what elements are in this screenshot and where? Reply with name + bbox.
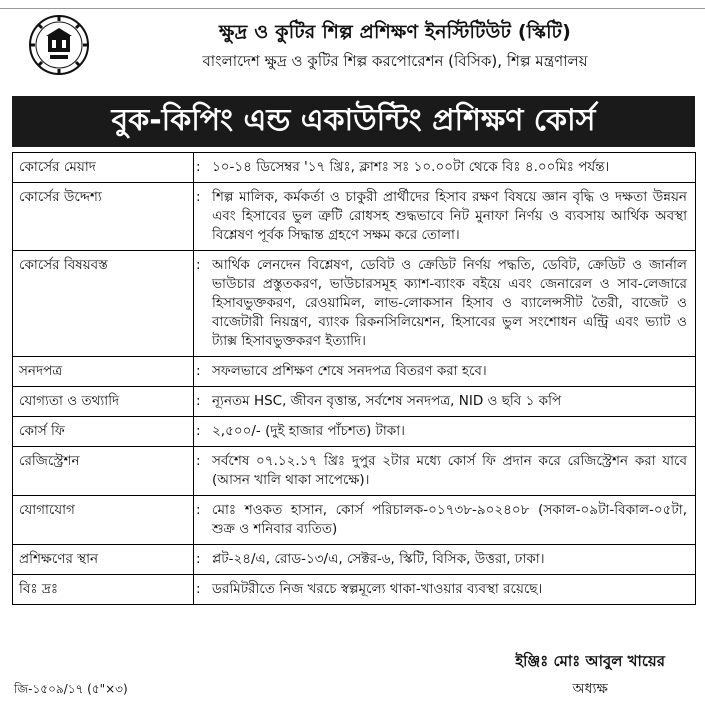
organization-subtitle: বাংলাদেশ ক্ষুদ্র ও কুটির শিল্প করপোরেশন (বিসিক), শিল্প মন্ত্রণালয় <box>202 52 588 70</box>
row-value <box>194 183 695 250</box>
row-label: প্রশিক্ষণের স্থান <box>13 545 194 574</box>
row-label: কোর্সের উদ্দেশ্য <box>13 183 194 250</box>
organization-seal-icon <box>28 14 90 76</box>
row-value <box>194 447 695 495</box>
row-value-text: আর্থিক লেনদেন বিশ্লেষণ, ডেবিট ও ক্রেডিট নির্ণয় পদ্ধতি, ডেবিট, ক্রেডিট ও জার্নাল ভাউচার প্রস্তুতকরণ, ভাউচারসমূহ ক্যাশ-ব্যাংক বইয়ে এবং জেনারেল ও সাব-লেজারে হিসাবভুক্তকরণ, রেওয়ামিল, লাভ-লোকসান হিসাব ও ব্যালেন্সসীট তৈরী, বাজেট ও বাজেটারী নিয়ন্ত্রণ, ব্যাংক রিকনসিলিয়েশন, হিসাবের ভুল সংশোধন এন্ট্রি এবং ভ্যাট ও ট্যাক্স হিসাবভুক্তকরণ ইত্যাদি। <box>212 257 687 349</box>
colon-separator: : <box>196 423 201 439</box>
organization-name: ক্ষুদ্র ও কুটির শিল্প প্রশিক্ষণ ইনস্টিটিউট (স্কিটি) <box>219 21 571 43</box>
row-value-text: সর্বশেষ ০৭.১২.১৭ খ্রিঃ দুপুর ২টার মধ্যে কোর্স ফি প্রদান করে রেজিস্ট্রেশন করা যাবে (আসন খালি থাকা সাপেক্ষে)। <box>212 453 687 488</box>
row-value <box>194 496 695 544</box>
details-row-duration <box>13 153 695 183</box>
colon-separator: : <box>196 159 201 175</box>
row-label: রেজিস্ট্রেশন <box>13 447 194 495</box>
colon-separator: : <box>196 257 201 273</box>
row-value <box>194 357 695 386</box>
course-title-banner <box>12 96 695 147</box>
row-label: কোর্সের বিষয়বস্ত <box>13 251 194 356</box>
row-value <box>194 417 695 446</box>
row-label: কোর্সের মেয়াদ <box>13 153 194 182</box>
colon-separator: : <box>196 502 201 518</box>
top-rule <box>0 0 705 9</box>
row-label: সনদপত্র <box>13 357 194 386</box>
row-label: যোগ্যতা ও তথ্যাদি <box>13 387 194 416</box>
colon-separator: : <box>196 551 201 567</box>
details-row-eligibility <box>13 387 695 417</box>
colon-separator: : <box>196 453 201 469</box>
details-row-contact <box>13 496 695 545</box>
signature-block <box>515 650 665 701</box>
details-row-registration <box>13 447 695 496</box>
details-row-certificate <box>13 357 695 387</box>
row-value-text: শিল্প মালিক, কর্মকর্তা ও চাকুরী প্রার্থীদের হিসাব রক্ষণ বিষয়ে জ্ঞান বৃদ্ধি ও দক্ষতা উন্নয়ন এবং হিসাবের ভুল ত্রুটি রোধসহ শুদ্ধভাবে নিট মুনাফা নির্ণয় ও ব্যবসায় আর্থিক অবস্থা বিশ্লেষণ পূর্বক সিদ্ধান্ত গ্রহণে সক্ষম করে তোলা। <box>212 189 687 243</box>
row-value-text: ডরমিটরীতে নিজ খরচে স্বল্পমূল্যে থাকা-খাওয়ার ব্যবস্থা রয়েছে। <box>212 581 543 597</box>
row-value <box>194 251 695 356</box>
row-value-text: সফলভাবে প্রশিক্ষণ শেষে সনদপত্র বিতরণ করা হবে। <box>212 363 487 379</box>
details-row-fee <box>13 417 695 447</box>
row-value <box>194 575 695 604</box>
details-row-note <box>13 575 695 604</box>
row-value-text: ২,৫০০/- (দুই হাজার পাঁচশত) টাকা। <box>212 423 405 439</box>
details-row-venue <box>13 545 695 575</box>
signatory-name: ইঞ্জিঃ মোঃ আবুল খায়ের <box>515 652 665 670</box>
colon-separator: : <box>196 581 201 597</box>
row-value <box>194 545 695 574</box>
row-value-text: মোঃ শওকত হাসান, কোর্স পরিচালক-০১৭৩৮-৯০২৪০৮ (সকাল-০৯টা-বিকাল-০৫টা, শুক্র ও শনিবার ব্যতিত) <box>212 502 687 537</box>
row-value-text: ন্যূনতম HSC, জীবন বৃত্তান্ত, সর্বশেষ সনদপত্র, NID ও ছবি ১ কপি <box>212 393 562 409</box>
colon-separator: : <box>196 393 201 409</box>
row-label: যোগাযোগ <box>13 496 194 544</box>
row-value <box>194 153 695 182</box>
colon-separator: : <box>196 363 201 379</box>
row-label: কোর্স ফি <box>13 417 194 446</box>
details-row-content <box>13 251 695 357</box>
row-value-text: ১০-১৪ ডিসেম্বর '১৭ খ্রিঃ, ক্লাশঃ সঃ ১০.০০টা থেকে বিঃ ৪.০০মিঃ পর্যন্ত। <box>212 159 610 175</box>
course-details-table <box>12 152 696 605</box>
row-value-text: প্লট-২৪/এ, রোড-১৩/এ, সেক্টর-৬, স্কিটি, বিসিক, উত্তরা, ঢাকা। <box>212 551 545 567</box>
row-value <box>194 387 695 416</box>
signatory-title: অধ্যক্ষ <box>572 681 608 697</box>
course-title: বুক-কিপিং এন্ড একাউন্টিং প্রশিক্ষণ কোর্স <box>111 103 596 138</box>
row-label: বিঃ দ্রঃ <box>13 575 194 604</box>
colon-separator: : <box>196 189 201 205</box>
publication-reference: জি-১৫০৯/১৭ (৫"×৩) <box>14 682 128 696</box>
details-row-objective <box>13 183 695 251</box>
